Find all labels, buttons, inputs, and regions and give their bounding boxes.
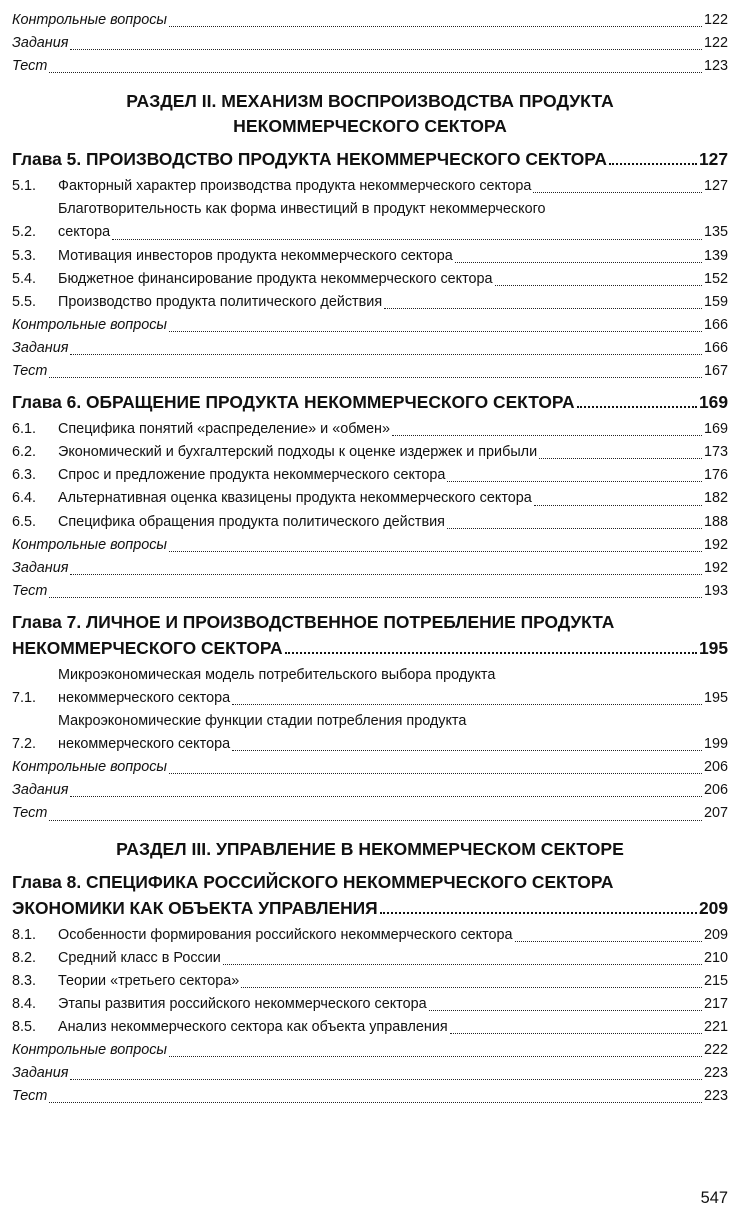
entry-title (58, 487, 728, 510)
entry-page: 206 (703, 759, 728, 776)
entry-page: 139 (703, 247, 728, 264)
entry-page: 193 (703, 582, 728, 599)
entry-page: 209 (703, 926, 728, 943)
entry-page: 188 (703, 513, 728, 530)
entry-title-text: Особенности формирования российского некоммерческого сектора (58, 926, 513, 943)
entry-page: 195 (703, 689, 728, 706)
entry-title (12, 534, 728, 557)
toc-entry (12, 1016, 728, 1039)
entry-page: 192 (703, 536, 728, 553)
dot-leader (49, 1102, 702, 1103)
entry-number: 7.2. (12, 736, 37, 753)
dot-leader (223, 964, 702, 965)
toc-entry (12, 175, 728, 198)
entry-page: 192 (703, 559, 728, 576)
entry-title (58, 268, 728, 291)
entry-title (12, 360, 728, 383)
toc-sub-entry (12, 314, 728, 337)
dot-leader (169, 1056, 702, 1057)
section-heading (12, 837, 728, 862)
toc-sub-entry (12, 580, 728, 603)
section-heading (12, 89, 728, 139)
toc-entry (12, 710, 728, 756)
entry-title-line: Глава 6. ОБРАЩЕНИЕ ПРОДУКТА НЕКОММЕРЧЕСКОГО СЕКТОРА (12, 392, 575, 413)
entry-number: 8.1. (12, 926, 37, 943)
chapter-heading (12, 146, 728, 172)
entry-title-line: Микроэкономическая модель потребительского выбора продукта (58, 666, 496, 683)
entry-page: 206 (703, 782, 728, 799)
entry-title-text: Задания (12, 1065, 69, 1082)
entry-title (12, 580, 728, 603)
dot-leader (241, 987, 702, 988)
section-heading-line: РАЗДЕЛ III. УПРАВЛЕНИЕ В НЕКОММЕРЧЕСКОМ СЕКТОРЕ (116, 838, 624, 859)
entry-title (12, 146, 728, 172)
toc-sub-entry (12, 32, 728, 55)
entry-title (58, 198, 728, 244)
entry-page: 222 (703, 1042, 728, 1058)
entry-title (12, 32, 728, 55)
entry-number: 7.1. (12, 689, 37, 706)
toc-sub-entry (12, 557, 728, 580)
dot-leader (447, 528, 702, 529)
entry-page: 182 (703, 490, 728, 507)
chapter-row (12, 609, 728, 661)
dot-leader (384, 308, 702, 309)
dot-leader (232, 704, 702, 705)
dot-leader (169, 26, 702, 27)
entry-page: 195 (698, 637, 728, 658)
page-number: 547 (700, 1189, 728, 1207)
chapter-row (12, 869, 728, 921)
entry-title (58, 924, 728, 947)
entry-page: 173 (703, 444, 728, 461)
entry-title-line: Макроэкономические функции стадии потребления продукта (58, 713, 467, 730)
toc-entry (12, 198, 728, 244)
entry-title (12, 55, 728, 78)
entry-page: 166 (703, 339, 728, 356)
entry-title-line: Благотворительность как форма инвестиций в продукт некоммерческого (58, 201, 546, 218)
dot-leader (49, 72, 702, 73)
entry-title-text: Мотивация инвесторов продукта некоммерческого сектора (58, 247, 453, 264)
entry-page: 135 (703, 224, 728, 241)
entry-page: 223 (703, 1065, 728, 1082)
entry-title-last-line (12, 635, 728, 661)
entry-title-text: Альтернативная оценка квазицены продукта некоммерческого сектора (58, 490, 532, 507)
entry-title-last-line (12, 389, 728, 415)
dot-leader (285, 652, 697, 654)
entry-page: 123 (703, 58, 728, 75)
entry-number: 5.2. (12, 224, 37, 241)
entry-page: 223 (703, 1088, 728, 1105)
dot-leader (609, 163, 697, 165)
entry-title-text: Бюджетное финансирование продукта некоммерческого сектора (58, 270, 493, 287)
entry-page: 199 (703, 736, 728, 753)
entry-title-text: Контрольные вопросы (12, 759, 168, 776)
entry-title (58, 970, 728, 993)
toc-entry (12, 970, 728, 993)
entry-title-text: Анализ некоммерческого сектора как объекта управления (58, 1018, 448, 1035)
dot-leader (49, 820, 702, 821)
dot-leader (380, 912, 697, 914)
dot-leader (577, 406, 697, 408)
entry-title-text: Задания (12, 35, 69, 52)
entry-title-text: Специфика понятий «распределение» и «обмен» (58, 421, 390, 438)
entry-page: 127 (698, 149, 728, 170)
chapter-heading (12, 389, 728, 415)
entry-title-text: Этапы развития российского некоммерческого сектора (58, 995, 427, 1012)
entry-number: 5.5. (12, 293, 37, 310)
entry-page: 127 (703, 178, 728, 195)
dot-leader (534, 505, 702, 506)
entry-title (58, 441, 728, 464)
dot-leader (392, 435, 702, 436)
entry-title (58, 464, 728, 487)
entry-title (12, 389, 728, 415)
entry-title-text: Контрольные вопросы (12, 1042, 168, 1058)
dot-leader (447, 481, 702, 482)
toc-entry (12, 487, 728, 510)
entry-number: 5.4. (12, 270, 37, 287)
toc-entry (12, 947, 728, 970)
entry-title (58, 710, 728, 756)
dot-leader (450, 1033, 702, 1034)
entry-title-text: Задания (12, 559, 69, 576)
entry-number: 8.4. (12, 995, 37, 1012)
entry-number: 6.2. (12, 444, 37, 461)
entry-title-text: Контрольные вопросы (12, 316, 168, 333)
entry-title-line: некоммерческого сектора (58, 689, 231, 706)
entry-title-line: некоммерческого сектора (58, 736, 231, 753)
section-heading-line: НЕКОММЕРЧЕСКОГО СЕКТОРА (233, 116, 507, 137)
entry-page: 210 (703, 949, 728, 966)
dot-leader (49, 597, 702, 598)
entry-title-last-line (58, 687, 728, 710)
chapter-heading (12, 609, 728, 661)
dot-leader (429, 1010, 702, 1011)
entry-number: 6.4. (12, 490, 37, 507)
toc-sub-entry (12, 360, 728, 383)
toc-entry (12, 268, 728, 291)
toc-sub-entry (12, 1039, 728, 1062)
entry-title-text: Теории «третьего сектора» (58, 972, 240, 989)
dot-leader (169, 331, 702, 332)
entry-title-line: Глава 7. ЛИЧНОЕ И ПРОИЗВОДСТВЕННОЕ ПОТРЕБЛЕНИЕ ПРОДУКТА (12, 611, 615, 632)
toc-entry (12, 924, 728, 947)
entry-page: 215 (703, 972, 728, 989)
entry-page: 167 (703, 363, 728, 380)
toc-entry (12, 511, 728, 534)
entry-page: 217 (703, 995, 728, 1012)
dot-leader (70, 49, 702, 50)
toc-entry (12, 418, 728, 441)
entry-title (12, 314, 728, 337)
entry-title-text: Задания (12, 339, 69, 356)
toc-entry (12, 464, 728, 487)
dot-leader (112, 239, 702, 240)
toc-entry (12, 245, 728, 268)
toc-entry (12, 441, 728, 464)
entry-title (58, 1016, 728, 1039)
dot-leader (495, 285, 702, 286)
dot-leader (70, 574, 702, 575)
entry-page: 159 (703, 293, 728, 310)
entry-title-text: Тест (12, 582, 48, 599)
entry-title (58, 511, 728, 534)
entry-page: 166 (703, 316, 728, 333)
entry-title (58, 245, 728, 268)
entry-page: 209 (698, 897, 728, 918)
entry-number: 5.3. (12, 247, 37, 264)
toc-entry (12, 664, 728, 710)
entry-title-text: Факторный характер производства продукта некоммерческого сектора (58, 178, 532, 195)
toc-sub-entry (12, 756, 728, 779)
entry-title-text: Средний класс в России (58, 949, 221, 966)
entry-title-text: Тест (12, 805, 48, 822)
toc-entry (12, 993, 728, 1016)
entry-page: 169 (703, 421, 728, 438)
entry-title-line: сектора (58, 224, 111, 241)
dot-leader (70, 796, 702, 797)
entry-number: 8.2. (12, 949, 37, 966)
chapter-heading (12, 869, 728, 921)
toc-sub-entry (12, 337, 728, 360)
toc-sub-entry (12, 779, 728, 802)
section-heading-line: РАЗДЕЛ II. МЕХАНИЗМ ВОСПРОИЗВОДСТВА ПРОДУКТА (126, 91, 614, 112)
entry-title-text: Контрольные вопросы (12, 536, 168, 553)
entry-number: 6.3. (12, 467, 37, 484)
entry-title-text: Контрольные вопросы (12, 12, 168, 28)
entry-title (58, 291, 728, 314)
entry-title-line: НЕКОММЕРЧЕСКОГО СЕКТОРА (12, 637, 283, 658)
entry-title-text: Специфика обращения продукта политического действия (58, 513, 445, 530)
entry-page: 152 (703, 270, 728, 287)
entry-title-last-line (58, 221, 728, 244)
entry-title-text: Экономический и бухгалтерский подходы к оценке издержек и прибыли (58, 444, 538, 461)
entry-title-last-line (58, 733, 728, 756)
dot-leader (169, 773, 702, 774)
toc-sub-entry (12, 1085, 728, 1108)
entry-title (58, 664, 728, 710)
entry-title-line: Глава 8. СПЕЦИФИКА РОССИЙСКОГО НЕКОММЕРЧЕСКОГО СЕКТОРА (12, 871, 614, 892)
entry-title (58, 175, 728, 198)
toc-sub-entry (12, 534, 728, 557)
entry-title-last-line (12, 895, 728, 921)
toc-entry (12, 291, 728, 314)
entry-title (12, 802, 728, 825)
entry-title (12, 756, 728, 779)
table-of-contents (12, 9, 728, 1108)
entry-number: 5.1. (12, 178, 37, 195)
dot-leader (169, 551, 702, 552)
entry-number: 6.1. (12, 421, 37, 438)
dot-leader (515, 941, 702, 942)
entry-title (12, 337, 728, 360)
dot-leader (232, 750, 702, 751)
dot-leader (70, 354, 702, 355)
entry-page: 207 (703, 805, 728, 822)
entry-title (12, 779, 728, 802)
toc-sub-entry (12, 1062, 728, 1085)
chapter-row (12, 389, 728, 415)
entry-title-text: Производство продукта политического действия (58, 293, 383, 310)
entry-title-line: ЭКОНОМИКИ КАК ОБЪЕКТА УПРАВЛЕНИЯ (12, 897, 378, 918)
entry-page: 176 (703, 467, 728, 484)
entry-title (12, 1039, 728, 1062)
entry-title-text: Тест (12, 363, 48, 380)
entry-title (12, 869, 728, 921)
entry-title (12, 1085, 728, 1108)
entry-page: 221 (703, 1018, 728, 1035)
entry-number: 8.5. (12, 1018, 37, 1035)
toc-sub-entry (12, 55, 728, 78)
entry-title-text: Задания (12, 782, 69, 799)
entry-title (58, 947, 728, 970)
dot-leader (70, 1079, 702, 1080)
entry-title-last-line (12, 146, 728, 172)
entry-title (58, 418, 728, 441)
entry-title-text: Тест (12, 1088, 48, 1105)
entry-title (12, 9, 728, 32)
entry-title (12, 1062, 728, 1085)
dot-leader (539, 458, 702, 459)
entry-title (12, 557, 728, 580)
entry-number: 6.5. (12, 513, 37, 530)
chapter-row (12, 146, 728, 172)
entry-page: 169 (698, 392, 728, 413)
entry-page: 122 (703, 12, 728, 28)
dot-leader (49, 377, 702, 378)
entry-title (58, 993, 728, 1016)
entry-page: 122 (703, 35, 728, 52)
dot-leader (533, 192, 702, 193)
entry-title-text: Тест (12, 58, 48, 75)
dot-leader (455, 262, 702, 263)
entry-title (12, 609, 728, 661)
toc-sub-entry (12, 9, 728, 32)
entry-title-line: Глава 5. ПРОИЗВОДСТВО ПРОДУКТА НЕКОММЕРЧЕСКОГО СЕКТОРА (12, 149, 607, 170)
entry-number: 8.3. (12, 972, 37, 989)
entry-title-text: Спрос и предложение продукта некоммерческого сектора (58, 467, 446, 484)
toc-sub-entry (12, 802, 728, 825)
